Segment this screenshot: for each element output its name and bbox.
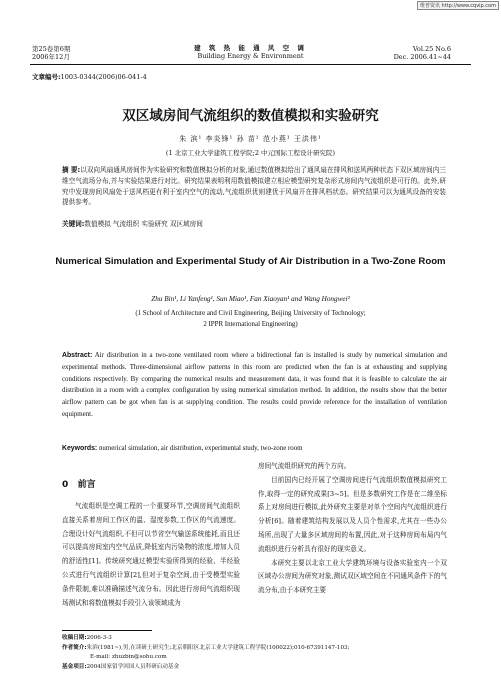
section-number: 0 [62,480,69,490]
fund-label: 基金项目: [62,663,87,670]
abstract-cn-text: 以双向风扇通风房间作为实验研究和数值模拟分析的对象,通过数值模拟给出了通风扇在排风和送风两种状态下双区域房间内三维空气流场分布,并与实验结果进行对比。研究结果表明利用数值模拟建立相应模型研究复杂形式房间内气流组织是可行的。此外,研究中发现房间风扇处于送风档更有利于室内空气的流动,气流组织优则建优于风扇开在排风档状态。研究结果可以为通风设备的安装提供参考。 [62,166,447,207]
body-paragraph: 本研究主要以北京工业大学建筑环境与设备实验室内一个双区域办公房间为研究对象,测试双区域空间在不同通风条件下的气流分布,由于本研究主要 [258,558,447,595]
received-label: 收稿日期: [62,635,87,641]
author-bio-label: 作者简介: [62,644,87,651]
keywords-en [62,445,447,452]
page-range: Dec. 2006.41~44 [393,53,451,61]
keywords-en-text: numerical simulation, air distribution, experimental study, two-zone room [98,445,303,452]
article-number [32,72,147,81]
paper-title-cn: 双区域房间气流组织的数值模拟和实验研究 [122,108,379,124]
abstract-en-label: Abstract: [62,352,93,359]
fund-info [62,663,349,673]
received-date [62,634,349,644]
keywords-en-label: Keywords: [62,445,98,452]
body-paragraph: 房间气流组织研究的两个方向。 [258,462,351,470]
author-bio-text: 朱滨(1981~),男,在读研士研究生;北京朝阳区北京工业大学建筑工程学院(100022);010-67391147-103; [86,644,350,651]
authors-cn: 朱 滨¹ 李炎锋¹ 孙 苗¹ 范小燕¹ 王洪伟¹ [179,135,322,143]
footnotes [62,634,349,672]
keywords-cn-label: 关键词: [62,220,85,228]
journal-name-en: Building Energy & Environment [197,52,304,60]
abstract-cn-label: 摘 要: [62,166,81,174]
journal-volume [394,45,451,61]
authors-en: Zhu Bin¹, Li Yanfeng¹, Sun Miao¹, Fan Xiaoyan¹ and Wang Hongwei² [151,295,350,303]
affiliation-en-line1: (1 School of Architecture and Civil Engineering, Beijing University of Technology; [135,310,366,317]
section-title: 前言 [77,480,96,490]
fund-text: 2004国家留学回国人员科研启动基金 [86,663,180,670]
volume-number: Vol.25 No.6 [412,45,451,53]
journal-name-cn: 建 筑 热 能 通 风 空 调 [194,44,307,52]
received-value: 2006-3-3 [86,635,112,641]
keywords-cn [62,218,446,228]
body-column-left: 气流组织是空调工程的一个重要环节,空调房间气流组织直接关系着房间工作区的温、湿度参数,工作区的气流速度。合理设计好气流组织,不但可以节省空气输送系统能耗,而且还可以提高房间室内空气品质,降低室内污染物的浓度,增加人员的舒适性[1]。传统研究通过模型实验所得到的经验、半经验公式进行气流组织计算[2],但对于复杂空间,由于受模型实验条件限制,难以准确描述气流分布。因此进行房间气流组织现场测试和将数值模拟手段引入该领域成为 [62,502,240,607]
header-divider [30,64,471,65]
abstract-en [62,350,447,421]
source-watermark: 维普资讯 http://www.cqvip.com [417,1,499,10]
author-bio [62,644,349,654]
abstract-cn [62,165,446,208]
article-number-label: 文章编号: [32,73,61,81]
volume-issue: 第25卷第6期 [32,45,71,53]
body-paragraph: 目前国内已经开展了空调房间进行气流组织数值模拟研究工作,取得一定的研究成果[3~5]。但是多数研究工作是在二维坐标系上对房间进行模拟,此外研究主要是对单个空间内气流组织进行分析[6]。随着建筑结构发展以及人员个性需求,尤其在一些办公场所,出现了大量多区域房间的布置,因此,对于这种房间布局内气流组织进行分析具有很好的现实意义。 [258,475,447,553]
footnote-divider [62,630,152,631]
body-column-right [258,460,447,598]
article-number-value: 1003-0344(2006)06-041-4 [60,73,147,81]
affiliation-cn: (1 北京工业大学建筑工程学院;2 中元国际工程设计研究院) [165,149,336,157]
section-heading [62,477,96,490]
affiliation-en [0,308,501,330]
affiliation-en-line2: 2 IPPR International Engineering) [203,321,298,328]
issue-date: 2006年12月 [32,53,70,61]
abstract-en-text: Air distribution in a two-zone ventilated room where a bidirectional fan is installed is study by numerical simulation and experimental methods. Three-dimensional airflow patterns in this room are predicted when the fan is at exhausting and supplying conditions respectively. By comparing the numerical results and measurement data, it was found that it is feasible to calculate the air distribution in a room with a complex configuration by using numerical simulation method. In addition, the results show that the better airflow pattern can be got when fan is at supplying condition. The results could provide reference for the installation of ventilation equipment. [62,352,447,418]
paper-title-en: Numerical Simulation and Experimental Study of Air Distribution in a Two-Zone Room [55,256,446,267]
keywords-cn-text: 数值模拟 气流组织 实验研究 双区域房间 [84,220,203,228]
author-email: E-mail: zhuzbin@sohu.com [90,654,167,660]
